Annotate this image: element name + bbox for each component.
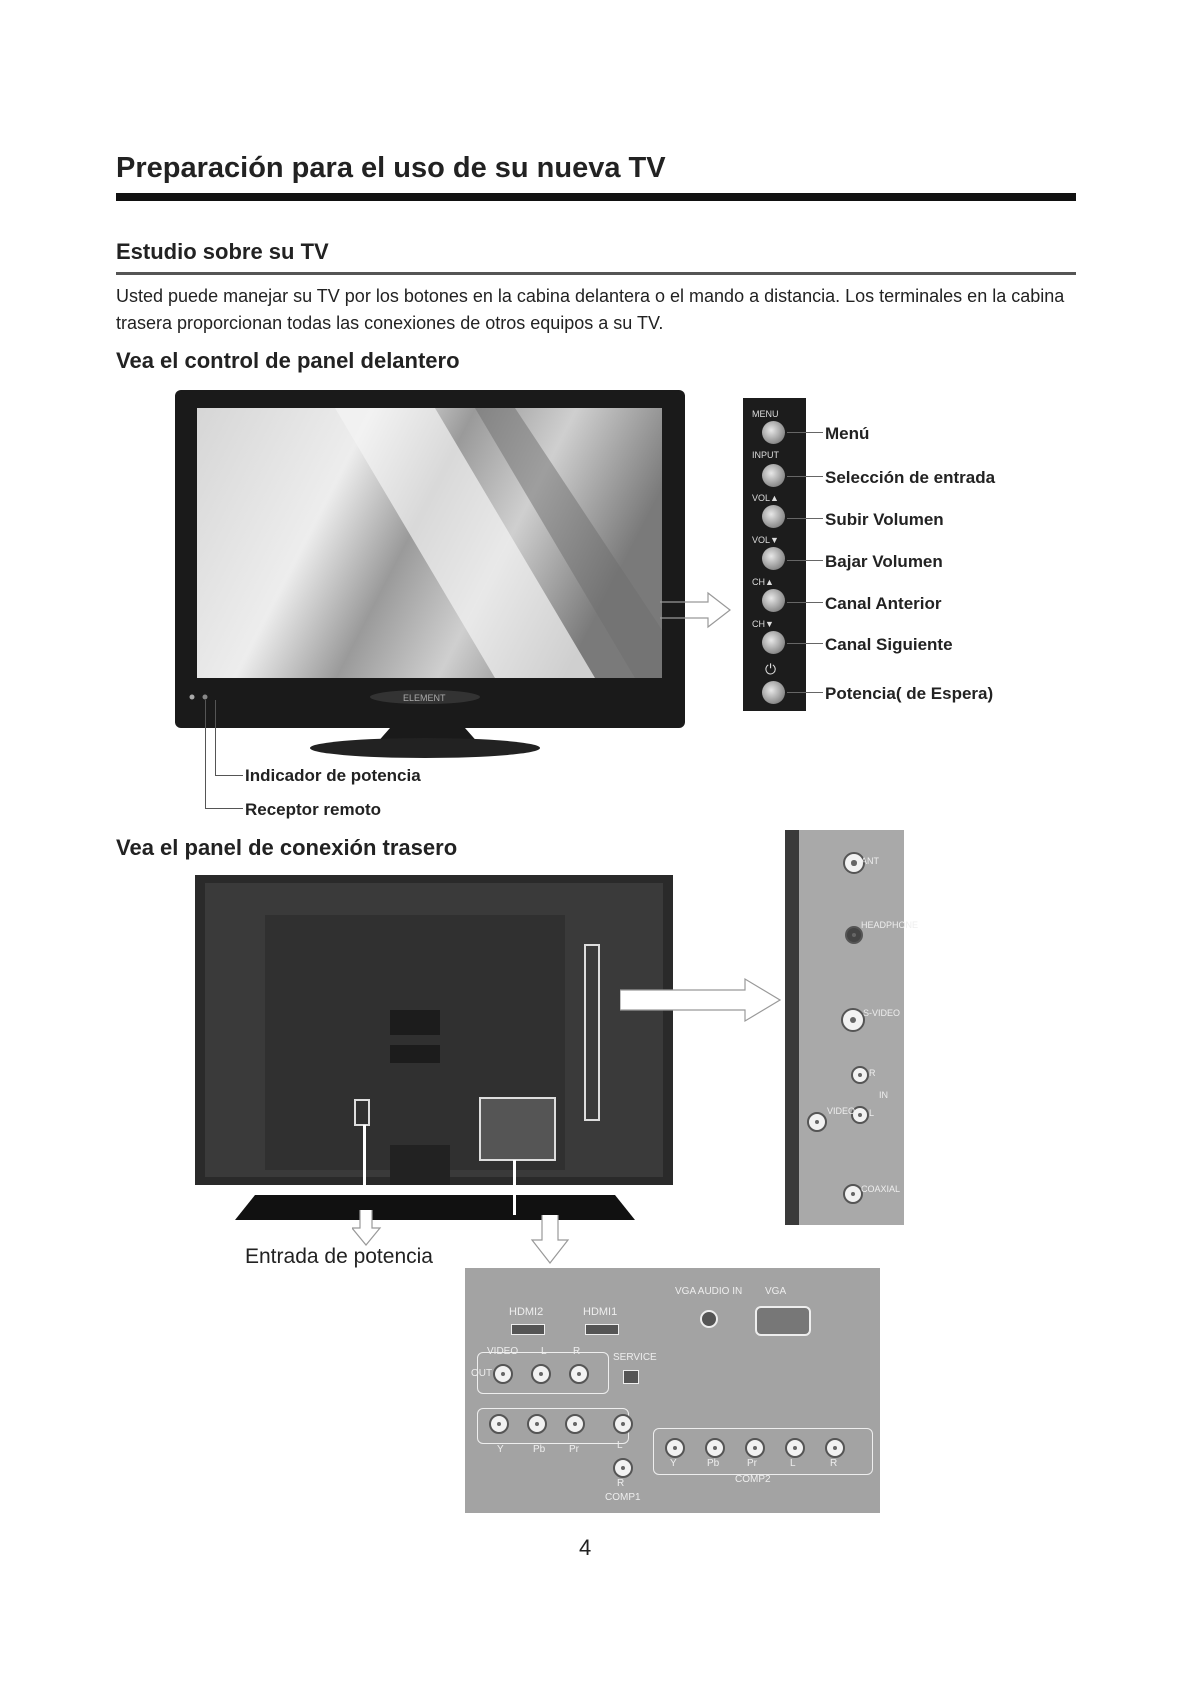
comp1-y-jack[interactable] [489,1414,509,1434]
comp2-l-label: L [790,1458,796,1469]
power-icon: ⏻ [765,661,777,677]
menu-button[interactable] [762,421,785,444]
bottom-connection-panel [465,1268,880,1513]
tag-input: INPUT [752,450,779,460]
hdmi2-label: HDMI2 [509,1306,544,1318]
remote-label: Receptor remoto [245,800,382,819]
comp2-pr-label: Pr [747,1458,757,1469]
comp2-r-label: R [830,1458,838,1469]
side-r-label: R [869,1068,876,1078]
page-title: Preparación para el uso de su nueva TV [116,152,666,184]
comp1-pb-label: Pb [533,1444,546,1455]
power-button[interactable] [762,681,785,704]
brand-logo: ELEMENT [403,693,446,703]
tag-menu: MENU [752,409,779,419]
service-label: SERVICE [613,1352,657,1363]
label-vol-down: Bajar Volumen [825,552,943,571]
video-in-jack[interactable] [807,1112,827,1132]
vol-up-button[interactable] [762,505,785,528]
comp1-r-label: R [617,1478,625,1489]
coaxial-jack[interactable] [843,1184,863,1204]
side-in-label: IN [879,1090,888,1100]
label-vol-up: Subir Volumen [825,510,944,529]
vol-down-button[interactable] [762,547,785,570]
comp1-pr-label: Pr [569,1444,579,1455]
power-input-caption: Entrada de potencia [245,1245,433,1268]
out-video-jack[interactable] [493,1364,513,1384]
input-button[interactable] [762,464,785,487]
comp1-y-label: Y [497,1444,504,1455]
label-ch-up: Canal Anterior [825,594,942,613]
arrow-to-bottom-panel-icon [530,1215,570,1265]
comp2-pb-label: Pb [707,1458,720,1469]
out-l-jack[interactable] [531,1364,551,1384]
title-rule [116,193,1076,201]
tag-ch-down: CH▼ [752,619,774,629]
comp2-pb-jack[interactable] [705,1438,725,1458]
audio-r-jack[interactable] [851,1066,869,1084]
vga-audio-in-jack[interactable] [700,1310,718,1328]
label-input: Selección de entrada [825,468,996,487]
vga-port[interactable] [755,1306,811,1336]
power-indicator-led [190,695,195,700]
side-l-label: L [869,1108,875,1118]
side-coaxial-label: COAXIAL [861,1184,901,1194]
out-label: OUT [471,1368,493,1379]
svideo-jack[interactable] [841,1008,865,1032]
arrow-power-input-icon [352,1210,382,1250]
remote-receptor [203,695,208,700]
side-video-label: VIDEO [827,1106,856,1116]
front-tv-illustration [175,390,695,760]
service-port[interactable] [623,1370,639,1384]
rear-panel-heading: Vea el panel de conexión trasero [116,835,458,860]
indicator-label: Indicador de potencia [245,766,421,785]
ch-down-button[interactable] [762,631,785,654]
out-r-jack[interactable] [569,1364,589,1384]
tag-ch-up: CH▲ [752,577,774,587]
vga-label: VGA [765,1286,787,1297]
intro-paragraph: Usted puede manejar su TV por los botones en la cabina delantera o el mando a distancia. Los terminales en la cabina trasera proporcionan todas las conexiones de otros equipos a su TV. [116,286,1065,333]
comp2-l-jack[interactable] [785,1438,805,1458]
rear-tv-illustration [195,875,675,1240]
comp1-pr-jack[interactable] [565,1414,585,1434]
hdmi1-label: HDMI1 [583,1306,618,1318]
front-button-column [743,398,806,711]
comp1-r-jack[interactable] [613,1458,633,1478]
comp1-l-jack[interactable] [613,1414,633,1434]
tag-vol-up: VOL▲ [752,493,779,503]
hdmi1-port[interactable] [585,1324,619,1335]
out-l-label: L [541,1346,547,1357]
arrow-to-buttons-icon [660,590,735,630]
section-title: Estudio sobre su TV [116,239,329,264]
front-panel-heading: Vea el control de panel delantero [116,348,460,373]
page-number: 4 [579,1535,592,1560]
label-ch-down: Canal Siguiente [825,635,953,654]
side-headphone-label: HEADPHONE [861,920,919,930]
label-power: Potencia( de Espera) [825,684,994,703]
arrow-to-side-panel-icon [620,975,785,1025]
ch-up-button[interactable] [762,589,785,612]
side-ant-label: ANT [861,856,879,866]
comp2-label: COMP2 [735,1474,771,1485]
comp2-y-jack[interactable] [665,1438,685,1458]
out-video-label: VIDEO [487,1346,519,1357]
comp2-r-jack[interactable] [825,1438,845,1458]
tag-vol-down: VOL▼ [752,535,779,545]
side-svideo-label: S-VIDEO [863,1008,901,1018]
hdmi2-port[interactable] [511,1324,545,1335]
label-menu: Menú [825,424,870,443]
comp1-pb-jack[interactable] [527,1414,547,1434]
section-rule [116,272,1076,275]
comp2-pr-jack[interactable] [745,1438,765,1458]
side-connection-panel [785,830,919,1225]
vga-audio-in-label: VGA AUDIO IN [675,1286,743,1297]
comp1-l-label: L [617,1440,623,1451]
out-r-label: R [573,1346,581,1357]
comp1-label: COMP1 [605,1492,641,1503]
comp2-y-label: Y [670,1458,677,1469]
